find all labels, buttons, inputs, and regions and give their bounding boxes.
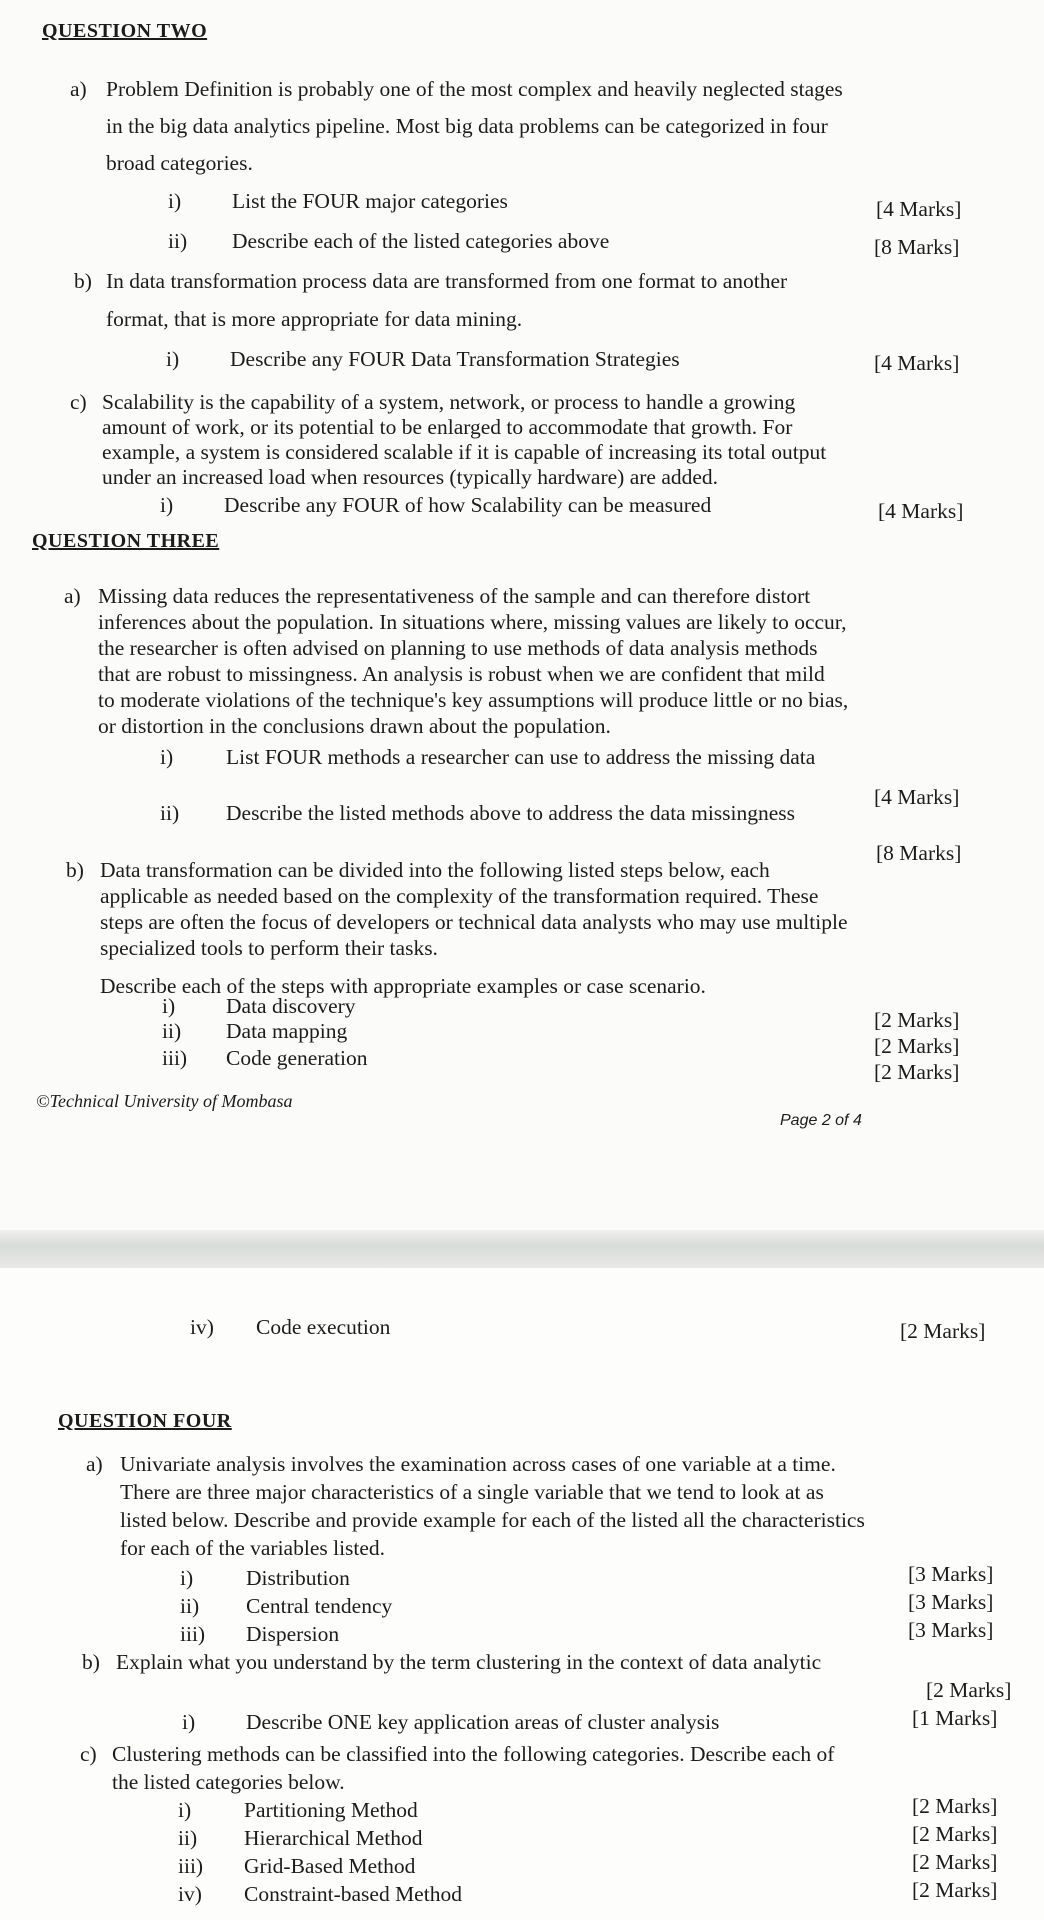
- q3-b-iii-text: Code generation: [226, 1046, 368, 1070]
- q4-c-iii-num: iii): [178, 1854, 204, 1878]
- q3-b-line2: applicable as needed based on the complexity of the transformation required. These: [100, 884, 819, 908]
- q2-a-i-num: i): [168, 189, 182, 213]
- q2-c-line3: example, a system is considered scalable if it is capable of increasing its total output: [102, 440, 827, 464]
- q3-a-i-text: List FOUR methods a researcher can use to address the missing data: [226, 745, 816, 769]
- q3-b-ii-num: ii): [162, 1019, 182, 1043]
- q2-c-line2: amount of work, or its potential to be enlarged to accommodate that growth. For: [102, 415, 793, 439]
- q3-a-ii-num: ii): [160, 801, 180, 825]
- q3-a-line5: to moderate violations of the technique's key assumptions will produce little or no bias,: [98, 688, 849, 712]
- q2-a-ii-marks: [8 Marks]: [874, 235, 960, 259]
- q4-c-line2: the listed categories below.: [112, 1770, 345, 1794]
- q4-b-i-num: i): [182, 1710, 196, 1734]
- q2-a-i-text: List the FOUR major categories: [232, 189, 508, 213]
- q4-c-iv-marks: [2 Marks]: [912, 1878, 998, 1902]
- q3-a-i-num: i): [160, 745, 174, 769]
- question-two-heading: QUESTION TWO: [42, 20, 208, 42]
- q4-b-i-marks: [1 Marks]: [912, 1706, 998, 1730]
- q2-c-label: c): [70, 390, 87, 414]
- q3-b-iii-marks: [2 Marks]: [874, 1060, 960, 1084]
- q3-a-ii-text: Describe the listed methods above to address the data missingness: [226, 801, 796, 825]
- q4-a-i-text: Distribution: [246, 1566, 350, 1590]
- q3-b-line4: specialized tools to perform their tasks.: [100, 936, 438, 960]
- q3-b-intro: Describe each of the steps with appropriate examples or case scenario.: [100, 974, 706, 998]
- q4-c-iii-text: Grid-Based Method: [244, 1854, 416, 1878]
- q3-b-line3: steps are often the focus of developers or technical data analysts who may use multiple: [100, 910, 848, 934]
- q2-c-line1: Scalability is the capability of a system, network, or process to handle a growing: [102, 390, 796, 414]
- q4-a-iii-text: Dispersion: [246, 1622, 340, 1646]
- q3-b-i-num: i): [162, 994, 176, 1018]
- cont-iv-text: Code execution: [256, 1315, 391, 1339]
- q2-c-i-num: i): [160, 493, 174, 517]
- q4-b-i-text: Describe ONE key application areas of cluster analysis: [246, 1710, 720, 1734]
- q3-a-line1: Missing data reduces the representativeness of the sample and can therefore distort: [98, 584, 811, 608]
- q4-c-i-num: i): [178, 1798, 192, 1822]
- q2-b-i-marks: [4 Marks]: [874, 351, 960, 375]
- q4-a-line1: Univariate analysis involves the examination across cases of one variable at a time.: [120, 1452, 836, 1476]
- q4-c-ii-text: Hierarchical Method: [244, 1826, 423, 1850]
- question-four-heading: QUESTION FOUR: [58, 1410, 232, 1432]
- q3-a-ii-marks: [8 Marks]: [876, 841, 962, 865]
- q2-a-label: a): [70, 77, 87, 101]
- exam-page-3: [0, 1268, 1044, 1920]
- q3-b-i-text: Data discovery: [226, 994, 356, 1018]
- q4-c-iv-num: iv): [178, 1882, 202, 1906]
- q2-c-i-marks: [4 Marks]: [878, 499, 964, 523]
- q4-a-i-num: i): [180, 1566, 194, 1590]
- q4-a-ii-marks: [3 Marks]: [908, 1590, 994, 1614]
- q4-c-line1: Clustering methods can be classified into the following categories. Describe each of: [112, 1742, 835, 1766]
- q4-a-line3: listed below. Describe and provide example for each of the listed all the characteristics: [120, 1508, 865, 1532]
- q4-a-line2: There are three major characteristics of a single variable that we tend to look at as: [120, 1480, 824, 1504]
- q3-a-line4: that are robust to missingness. An analysis is robust when we are confident that mild: [98, 662, 825, 686]
- q4-a-ii-text: Central tendency: [246, 1594, 393, 1618]
- q2-c-line4: under an increased load when resources (typically hardware) are added.: [102, 465, 719, 489]
- q3-a-i-marks: [4 Marks]: [874, 785, 960, 809]
- q4-a-iii-num: iii): [180, 1622, 206, 1646]
- q3-b-i-marks: [2 Marks]: [874, 1008, 960, 1032]
- q4-c-label: c): [80, 1742, 97, 1766]
- q2-a-line3: broad categories.: [106, 151, 253, 175]
- q2-a-ii-num: ii): [168, 229, 188, 253]
- footer-copyright: ©Technical University of Mombasa: [36, 1091, 293, 1111]
- cont-iv-num: iv): [190, 1315, 214, 1339]
- q2-b-i-num: i): [166, 347, 180, 371]
- q4-c-i-marks: [2 Marks]: [912, 1794, 998, 1818]
- q4-c-iv-text: Constraint-based Method: [244, 1882, 462, 1906]
- q3-b-ii-text: Data mapping: [226, 1019, 348, 1043]
- cont-iv-marks: [2 Marks]: [900, 1319, 986, 1343]
- page-gap: [0, 1230, 1044, 1268]
- q2-a-i-marks: [4 Marks]: [876, 197, 962, 221]
- q4-a-i-marks: [3 Marks]: [908, 1562, 994, 1586]
- q2-b-line1: In data transformation process data are transformed from one format to another: [106, 269, 788, 293]
- q4-a-label: a): [86, 1452, 103, 1476]
- q4-c-ii-num: ii): [178, 1826, 198, 1850]
- q3-a-line2: inferences about the population. In situations where, missing values are likely to occur,: [98, 610, 847, 634]
- q4-c-i-text: Partitioning Method: [244, 1798, 418, 1822]
- q3-b-label: b): [66, 858, 84, 882]
- q2-b-i-text: Describe any FOUR Data Transformation Strategies: [230, 347, 680, 371]
- footer-page-number: Page 2 of 4: [780, 1112, 862, 1129]
- q3-a-label: a): [64, 584, 81, 608]
- q4-b-marks: [2 Marks]: [926, 1678, 1012, 1702]
- q4-b-line: Explain what you understand by the term clustering in the context of data analytic: [116, 1650, 822, 1674]
- q2-a-line1: Problem Definition is probably one of the most complex and heavily neglected stages: [106, 77, 843, 101]
- q2-b-line2: format, that is more appropriate for data mining.: [106, 307, 523, 331]
- q4-a-line4: for each of the variables listed.: [120, 1536, 386, 1560]
- q3-b-line1: Data transformation can be divided into the following listed steps below, each: [100, 858, 770, 882]
- q3-a-line6: or distortion in the conclusions drawn about the population.: [98, 714, 611, 738]
- q4-c-iii-marks: [2 Marks]: [912, 1850, 998, 1874]
- q4-a-ii-num: ii): [180, 1594, 200, 1618]
- q3-b-ii-marks: [2 Marks]: [874, 1034, 960, 1058]
- q2-c-i-text: Describe any FOUR of how Scalability can be measured: [224, 493, 712, 517]
- q4-c-ii-marks: [2 Marks]: [912, 1822, 998, 1846]
- question-three-heading: QUESTION THREE: [32, 530, 220, 552]
- q4-a-iii-marks: [3 Marks]: [908, 1618, 994, 1642]
- q3-b-iii-num: iii): [162, 1046, 188, 1070]
- q2-b-label: b): [74, 269, 92, 293]
- q2-a-ii-text: Describe each of the listed categories above: [232, 229, 610, 253]
- q3-a-line3: the researcher is often advised on planning to use methods of data analysis methods: [98, 636, 818, 660]
- q2-a-line2: in the big data analytics pipeline. Most big data problems can be categorized in four: [106, 114, 828, 138]
- q4-b-label: b): [82, 1650, 100, 1674]
